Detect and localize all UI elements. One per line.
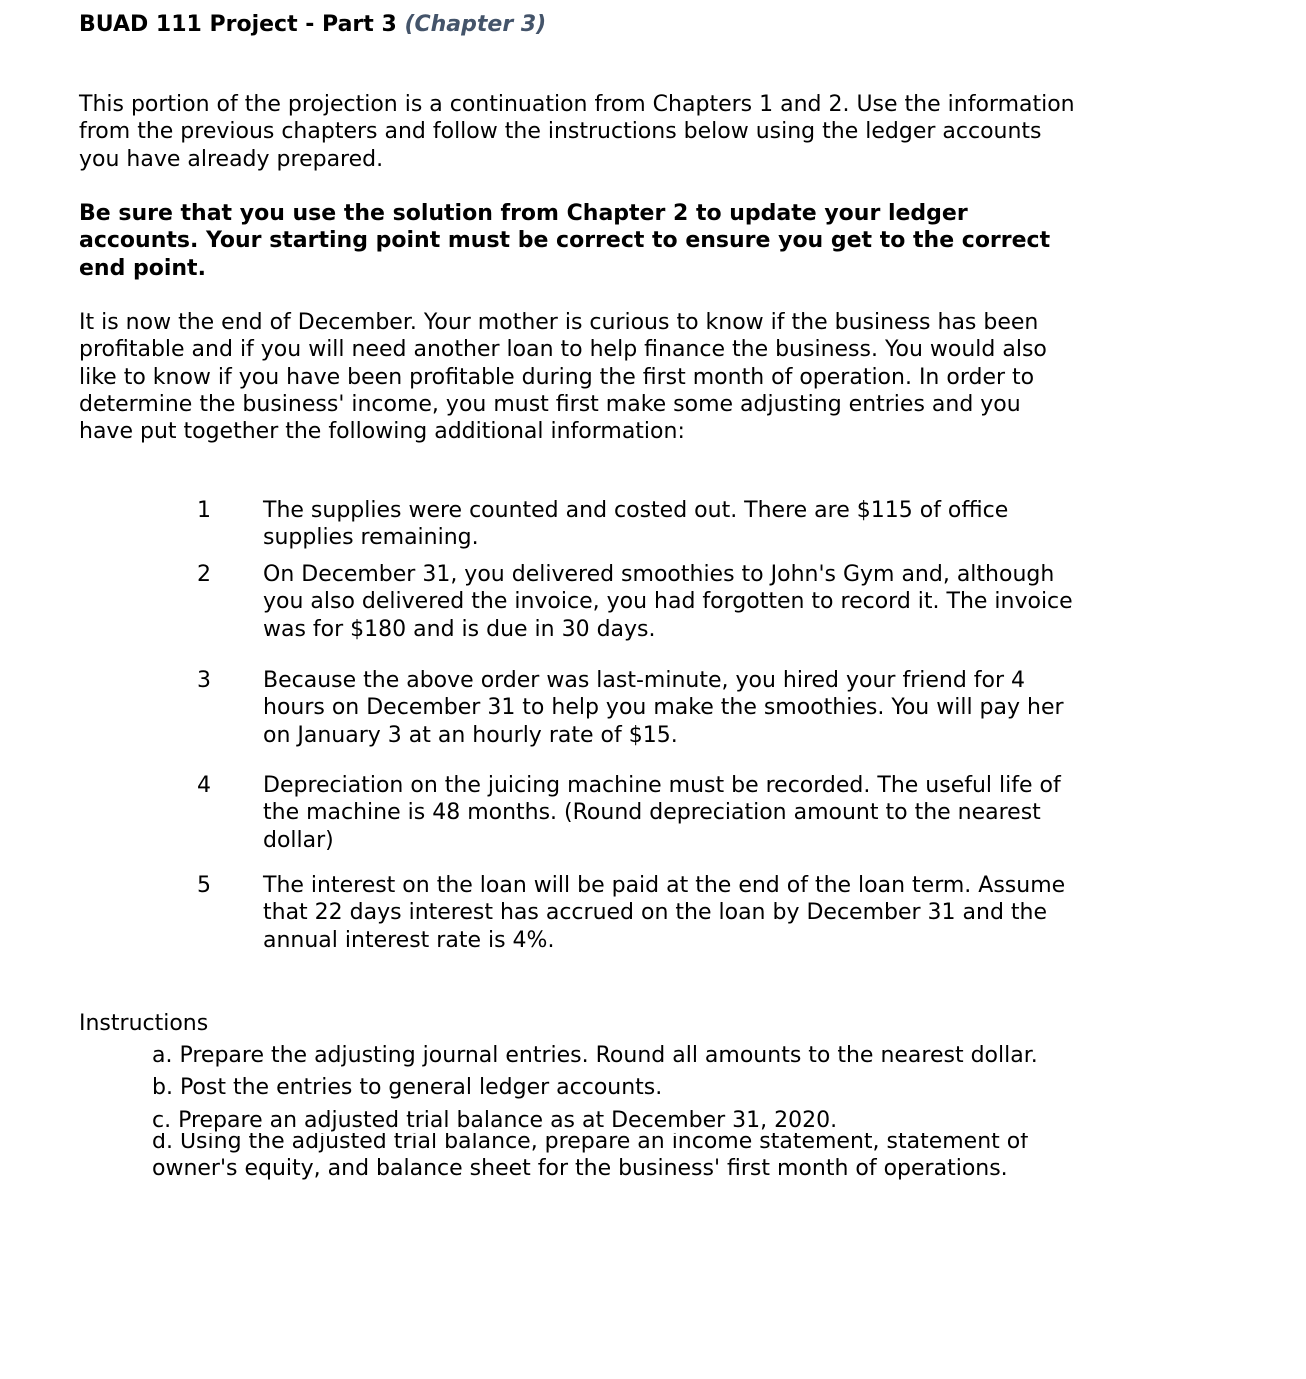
- instruction-d-cell: [152, 1133, 1082, 1201]
- list-item-text: Depreciation on the juicing machine must be recorded. The useful life of the machine is 48 months. (Round depreciation amount to the nearest dollar): [263, 773, 1061, 853]
- list-item-number: 4: [197, 773, 211, 798]
- instruction-c: c. Prepare an adjusted trial balance as at December 31, 2020.: [152, 1108, 838, 1133]
- list-item-text: The supplies were counted and costed out. There are $115 of office supplies remaining.: [263, 498, 1009, 551]
- list-item-number: 1: [197, 498, 211, 523]
- instruction-a: a. Prepare the adjusting journal entries. Round all amounts to the nearest dollar.: [152, 1043, 1038, 1068]
- list-item-number: 3: [197, 668, 211, 693]
- list-item-text: Because the above order was last-minute, you hired your friend for 4 hours on December 31 to help you make the smoothies. You will pay her on January 3 at an hourly rate of $15.: [263, 668, 1064, 748]
- instruction-d: d. Using the adjusted trial balance, prepare an income statement, statement of owner's equity, and balance sheet for the business' first month of operations.: [152, 1133, 1028, 1182]
- warning-paragraph: Be sure that you use the solution from Chapter 2 to update your ledger accounts. Your starting point must be correct to ensure you get to the correct end point.: [79, 201, 1051, 281]
- page-title: [79, 10, 546, 40]
- list-item-number: 5: [197, 873, 211, 898]
- title-main: BUAD 111 Project - Part 3: [79, 12, 397, 37]
- title-chapter: (Chapter 3): [404, 12, 547, 37]
- list-item-text: The interest on the loan will be paid at the end of the loan term. Assume that 22 days interest has accrued on the loan by December 31 and the annual interest rate is 4%.: [263, 873, 1066, 953]
- list-item-number: 2: [197, 562, 211, 587]
- list-item-text: On December 31, you delivered smoothies to John's Gym and, although you also delivered the invoice, you had forgotten to record it. The invoice was for $180 and is due in 30 days.: [263, 562, 1073, 642]
- instruction-b: b. Post the entries to general ledger accounts.: [152, 1075, 663, 1100]
- intro-paragraph: This portion of the projection is a continuation from Chapters 1 and 2. Use the information from the previous chapters and follow the instructions below using the ledger accounts you have already prepared.: [79, 92, 1075, 172]
- scenario-paragraph: It is now the end of December. Your mother is curious to know if the business has been profitable and if you will need another loan to help finance the business. You would also like to know if you have been profitable during the first month of operation. In order to determine the business' income, you must first make some adjusting entries and you have put together the following additional information:: [79, 310, 1047, 445]
- instructions-heading: Instructions: [79, 1011, 209, 1036]
